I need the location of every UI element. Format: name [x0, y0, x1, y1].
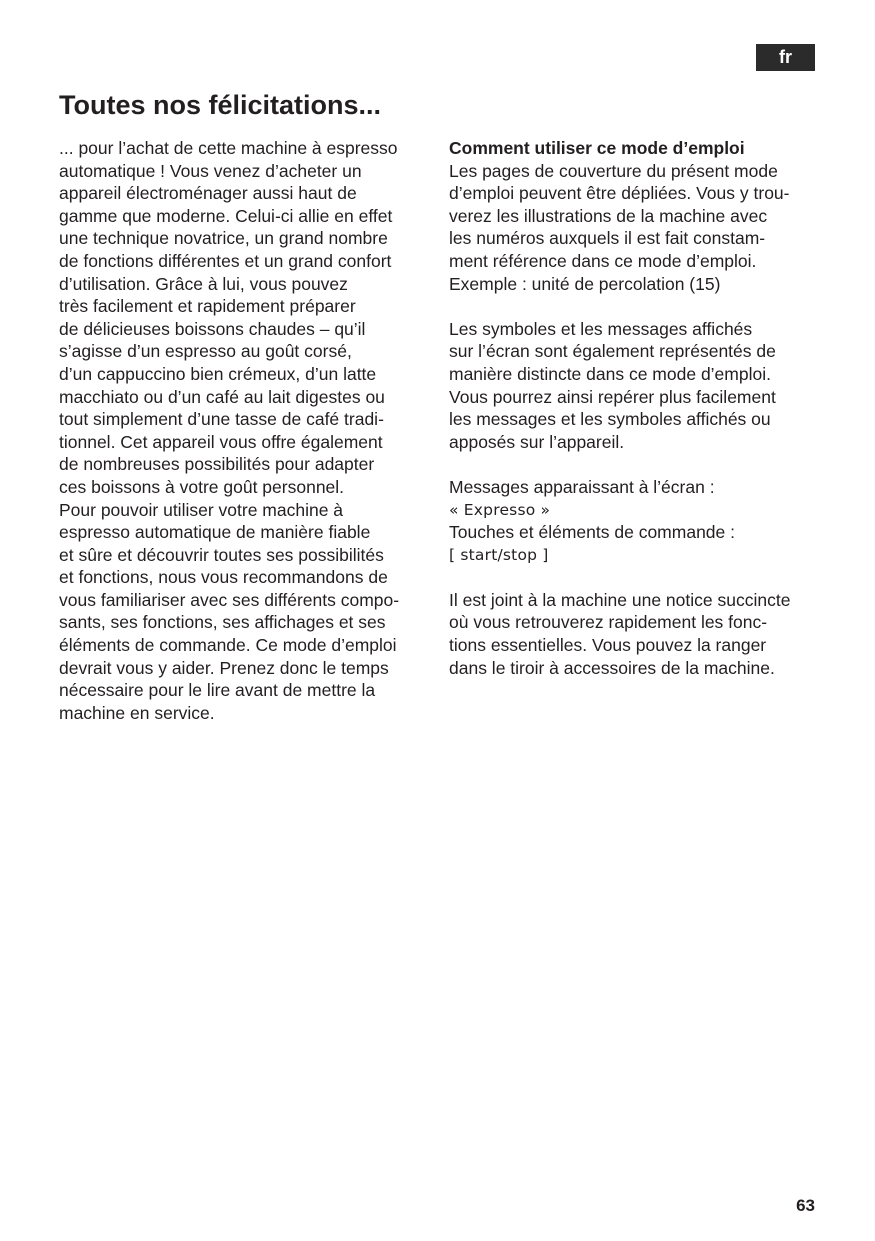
text-line: d’un cappuccino bien crémeux, d’un latte	[59, 363, 377, 384]
text-line: s’agisse d’un espresso au goût corsé,	[59, 341, 352, 362]
text-line: Il est joint à la machine une notice succincte	[449, 589, 791, 610]
usage-column	[449, 137, 821, 679]
text-line: d’emploi peuvent être dépliées. Vous y trou-	[449, 183, 790, 204]
text-line: ces boissons à votre goût personnel.	[59, 476, 345, 497]
text-line: et sûre et découvrir toutes ses possibilités	[59, 544, 384, 565]
text-line: machine en service.	[59, 702, 215, 723]
text-line: très facilement et rapidement préparer	[59, 296, 356, 317]
page-title: Toutes nos félicitations...	[59, 90, 382, 120]
text-line: appareil électroménager aussi haut de	[59, 183, 357, 204]
text-line: où vous retrouverez rapidement les fonc-	[449, 612, 768, 633]
text-line: devrait vous y aider. Prenez donc le temps	[59, 657, 389, 678]
paragraph-gap	[449, 453, 821, 476]
text-line: Les pages de couverture du présent mode	[449, 160, 778, 181]
text-line: apposés sur l’appareil.	[449, 431, 625, 452]
text-line: manière distincte dans ce mode d’emploi.	[449, 363, 771, 384]
text-line: automatique ! Vous venez d’acheter un	[59, 160, 362, 181]
text-line: espresso automatique de manière fiable	[59, 522, 371, 543]
text-line: les numéros auxquels il est fait constam-	[449, 228, 766, 249]
text-line: ... pour l’achat de cette machine à espresso	[59, 138, 398, 158]
text-line: verez les illustrations de la machine avec	[449, 205, 768, 226]
text-line: nécessaire pour le lire avant de mettre la	[59, 680, 376, 701]
text-line: Exemple : unité de percolation (15)	[449, 273, 721, 294]
text-line: une technique novatrice, un grand nombre	[59, 228, 388, 249]
text-line: tions essentielles. Vous pouvez la ranger	[449, 635, 767, 656]
control-key-example: [ start/stop ]	[449, 545, 549, 564]
messages-label: Messages apparaissant à l’écran :	[449, 476, 715, 497]
text-line: tionnel. Cet appareil vous offre également	[59, 431, 383, 452]
text-line: vous familiariser avec ses différents compo-	[59, 589, 400, 610]
page-number: 63	[796, 1196, 815, 1215]
text-line: dans le tiroir à accessoires de la machine.	[449, 657, 775, 678]
paragraph-gap	[449, 566, 821, 589]
language-tab: fr	[756, 44, 815, 71]
text-line: tout simplement d’une tasse de café tradi-	[59, 409, 384, 430]
text-line: de délicieuses boissons chaudes – qu’il	[59, 318, 366, 339]
intro-column	[59, 137, 431, 724]
text-line: Pour pouvoir utiliser votre machine à	[59, 499, 344, 520]
keys-label: Touches et éléments de commande :	[449, 522, 735, 543]
text-line: et fonctions, nous vous recommandons de	[59, 567, 388, 588]
text-line: macchiato ou d’un café au lait digestes ou	[59, 386, 385, 407]
text-line: les messages et les symboles affichés ou	[449, 409, 771, 430]
section-heading: Comment utiliser ce mode d’emploi	[449, 138, 745, 158]
display-message-example: « Expresso »	[449, 500, 551, 519]
text-line: Les symboles et les messages affichés	[449, 318, 753, 339]
text-line: ment référence dans ce mode d’emploi.	[449, 250, 757, 271]
text-line: sants, ses fonctions, ses affichages et ses	[59, 612, 386, 633]
text-line: éléments de commande. Ce mode d’emploi	[59, 635, 397, 656]
text-line: Vous pourrez ainsi repérer plus facilement	[449, 386, 776, 407]
text-line: gamme que moderne. Celui-ci allie en effet	[59, 205, 393, 226]
text-line: d’utilisation. Grâce à lui, vous pouvez	[59, 273, 348, 294]
paragraph-gap	[449, 295, 821, 318]
text-line: de fonctions différentes et un grand confort	[59, 250, 392, 271]
text-line: sur l’écran sont également représentés de	[449, 341, 776, 362]
text-line: de nombreuses possibilités pour adapter	[59, 454, 375, 475]
